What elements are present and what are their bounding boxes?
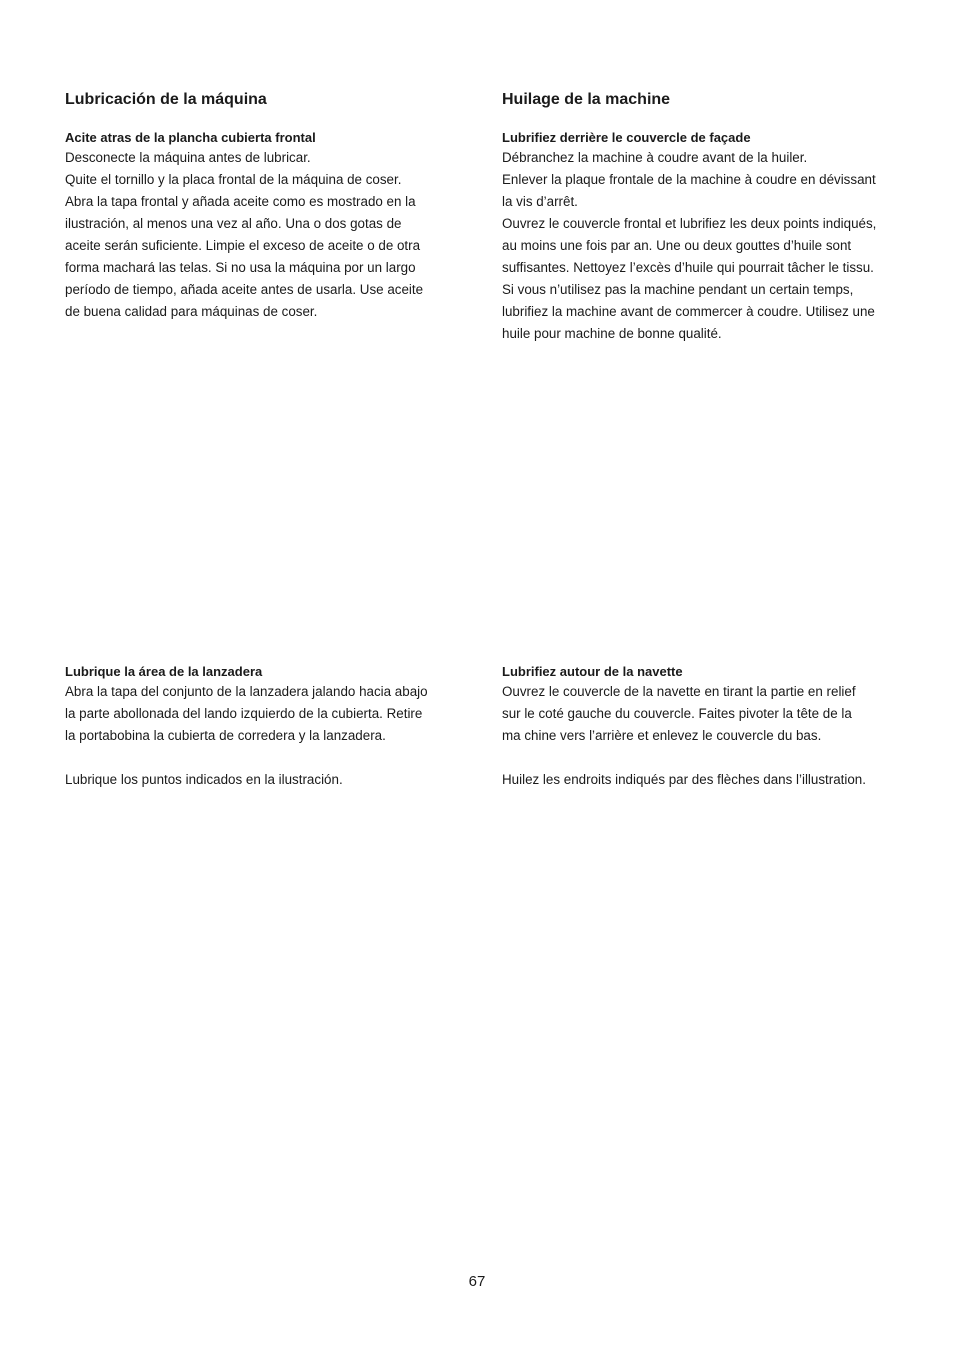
- text-line: período de tiempo, añada aceite antes de usarla. Use aceite: [65, 282, 424, 297]
- text-line: huile pour machine de bonne qualité.: [502, 326, 722, 341]
- section-oiling-fr: [502, 90, 922, 345]
- text-line: au moins une fois par an. Une ou deux gouttes d’huile sont: [502, 238, 852, 253]
- text-line: ma chine vers l’arrière et enlevez le couvercle du bas.: [502, 728, 822, 743]
- text-line: forma machará las telas. Si no usa la máquina por un largo: [65, 260, 416, 275]
- section-title: Lubricación de la máquina: [65, 91, 267, 108]
- text-line: de buena calidad para máquinas de coser.: [65, 304, 318, 319]
- text-line: Ouvrez le couvercle frontal et lubrifiez les deux points indiqués,: [502, 216, 877, 231]
- section-subtitle: Lubrique la área de la lanzadera: [65, 664, 263, 679]
- text-line: aceite serán suficiente. Limpie el exceso de aceite o de otra: [65, 238, 421, 253]
- text-line: la portabobina la cubierta de corredera y la lanzadera.: [65, 728, 386, 743]
- text-line: la vis d’arrêt.: [502, 194, 578, 209]
- section-hook-es: [65, 663, 480, 791]
- text-line: lubrifiez la machine avant de commercer à coudre. Utilisez une: [502, 304, 875, 319]
- section-subtitle: Lubrifiez derrière le couvercle de façade: [502, 130, 751, 145]
- text-line: Huilez les endroits indiqués par des flèches dans l’illustration.: [502, 772, 866, 787]
- text-line: Ouvrez le couvercle de la navette en tirant la partie en relief: [502, 684, 856, 699]
- section-body: [502, 681, 922, 791]
- section-body: [502, 147, 922, 345]
- text-line: Quite el tornillo y la placa frontal de la máquina de coser.: [65, 172, 402, 187]
- text-line: Abra la tapa del conjunto de la lanzadera jalando hacia abajo: [65, 684, 428, 699]
- text-line: Abra la tapa frontal y añada aceite como es mostrado en la: [65, 194, 416, 209]
- text-line: Débranchez la machine à coudre avant de la huiler.: [502, 150, 808, 165]
- text-line: suffisantes. Nettoyez l’excès d’huile qui pourrait tâcher le tissu.: [502, 260, 874, 275]
- section-hook-fr: [502, 663, 922, 791]
- section-body: [65, 681, 480, 791]
- text-line: Lubrique los puntos indicados en la ilustración.: [65, 772, 343, 787]
- section-body: [65, 147, 480, 323]
- text-line: ilustración, al menos una vez al año. Una o dos gotas de: [65, 216, 402, 231]
- text-line: Enlever la plaque frontale de la machine à coudre en dévissant: [502, 172, 876, 187]
- text-line: la parte abollonada del lando izquierdo de la cubierta. Retire: [65, 706, 423, 721]
- section-subtitle: Acite atras de la plancha cubierta frontal: [65, 130, 316, 145]
- text-line: sur le coté gauche du couvercle. Faites pivoter la tête de la: [502, 706, 852, 721]
- page-number: 67: [468, 1273, 486, 1290]
- section-subtitle: Lubrifiez autour de la navette: [502, 664, 683, 679]
- section-title: Huilage de la machine: [502, 91, 671, 108]
- text-line: Desconecte la máquina antes de lubricar.: [65, 150, 311, 165]
- section-oiling-es: [65, 90, 480, 323]
- text-line: Si vous n’utilisez pas la machine pendant un certain temps,: [502, 282, 854, 297]
